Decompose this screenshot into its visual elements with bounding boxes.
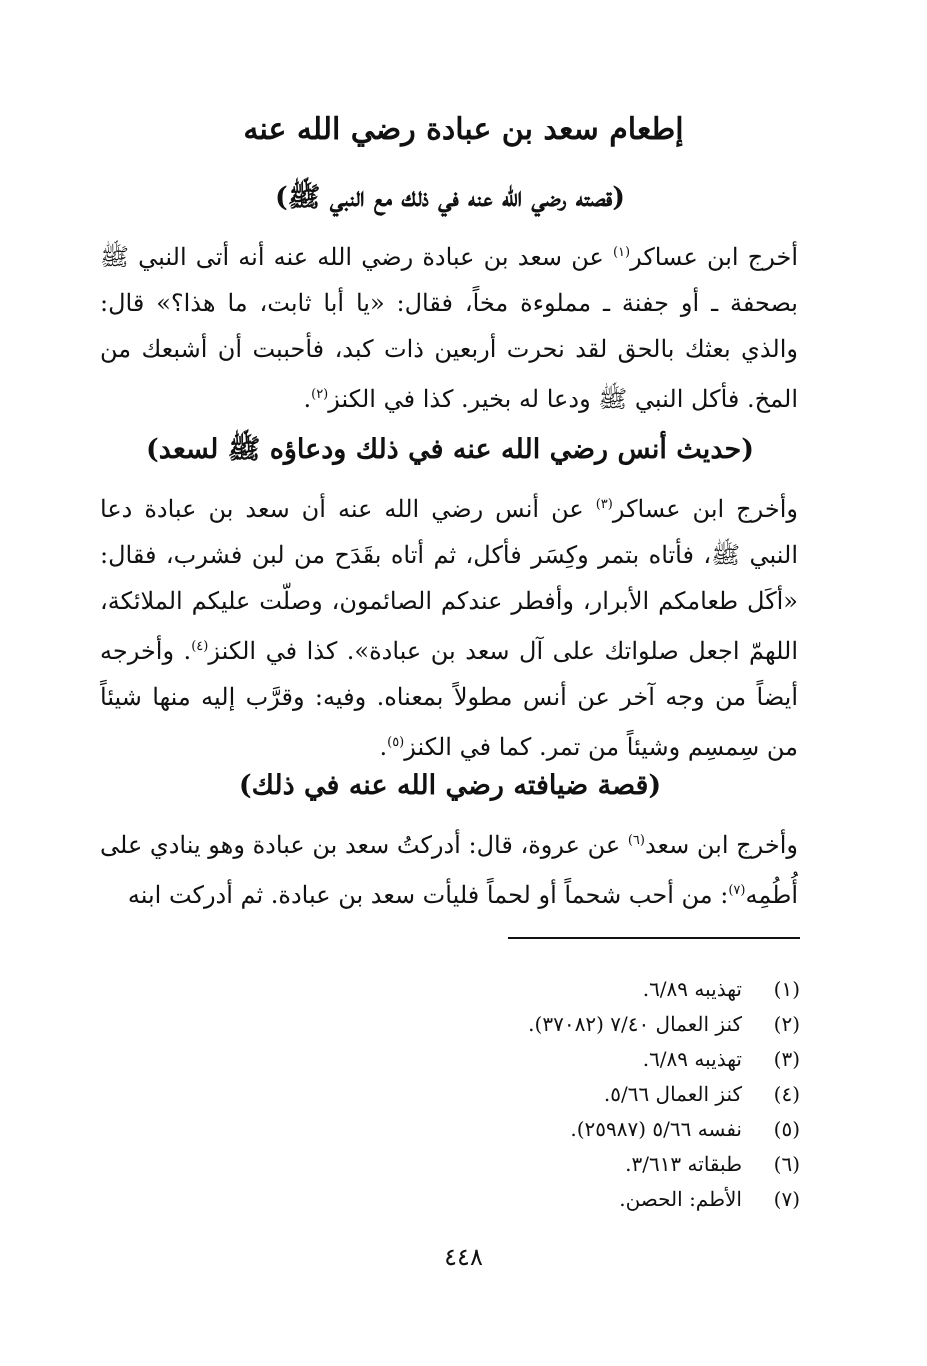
section-paragraph-2 xyxy=(100,482,798,770)
footnote-item xyxy=(100,1042,800,1077)
footnote-ref-4: (٤) xyxy=(191,639,209,654)
page-number: ٤٤٨ xyxy=(444,1243,483,1271)
footnote-item xyxy=(100,1077,800,1112)
paragraph-text: أخرج ابن عساكر xyxy=(630,243,798,271)
page-title: إطعام سعد بن عبادة رضي الله عنه xyxy=(243,112,684,147)
footnote-item xyxy=(100,972,800,1007)
footnote-number: (٥) xyxy=(773,1117,800,1141)
paragraph-text: عن أنس رضي الله عنه أن سعد بن عبادة دعا النبي ﷺ، فأتاه بتمر وكِسَر فأكل، ثم أتاه بقَدَح من لبن فشرب، فقال: «أكَل طعامكم الأبرار، وأفطر عندكم الصائمون، وصلّت عليكم الملائكة، اللهمّ اجعل صلواتك على آل سعد بن عبادة». كذا في الكنز xyxy=(100,495,799,665)
footnote-ref-1: (١) xyxy=(612,245,631,260)
paragraph-text: : من أحب شحماً أو لحماً فليأت سعد بن عبادة. ثم أدركت ابنه xyxy=(127,881,729,909)
paragraph-text: . xyxy=(379,733,388,761)
section-heading-1: (قصته رضي الله عنه في ذلك مع النبي ﷺ) xyxy=(274,182,626,213)
footnote-text: الأطم: الحصن. xyxy=(619,1187,742,1211)
footnotes-list xyxy=(100,972,800,1217)
footnote-item xyxy=(100,1007,800,1042)
paragraph-text: . xyxy=(303,385,312,413)
footnote-number: (٤) xyxy=(773,1082,800,1106)
footnote-number: (٢) xyxy=(773,1012,800,1036)
footnote-text: تهذيبه ٦/٨٩. xyxy=(642,1047,742,1071)
footnote-text: كنز العمال ٧/٤٠ (٣٧٠٨٢). xyxy=(528,1012,742,1036)
paragraph-text: عن سعد بن عبادة رضي الله عنه أنه أتى النبي ﷺ بصحفة ـ أو جفنة ـ مملوءة مخاً، فقال: «يا أبا ثابت، ما هذا؟» قال: والذي بعثك بالحق لقد نحرت أربعين ذات كبد، فأحببت أن أشبعك من المخ. فأكل النبي ﷺ ودعا له بخير. كذا في الكنز xyxy=(100,243,798,413)
footnote-number: (٧) xyxy=(773,1187,800,1211)
section-heading-2: (حديث أنس رضي الله عنه في ذلك ودعاؤه ﷺ لسعد) xyxy=(146,434,754,465)
footnote-item xyxy=(100,1112,800,1147)
paragraph-text: وأخرج ابن عساكر xyxy=(612,495,798,523)
footnote-item xyxy=(100,1147,800,1182)
footnote-text: كنز العمال ٥/٦٦. xyxy=(603,1082,742,1106)
footnote-text: نفسه ٥/٦٦ (٢٥٩٨٧). xyxy=(570,1117,742,1141)
footnote-number: (١) xyxy=(773,977,800,1001)
section-paragraph-3 xyxy=(100,818,798,918)
footnote-ref-2: (٢) xyxy=(311,387,329,402)
footnote-number: (٦) xyxy=(773,1152,800,1176)
footnote-divider xyxy=(508,937,800,939)
footnote-item xyxy=(100,1182,800,1217)
footnote-ref-7: (٧) xyxy=(728,883,746,898)
footnote-text: تهذيبه ٦/٨٩. xyxy=(642,977,742,1001)
paragraph-text: عن عروة، قال: أدركتُ سعد بن عبادة وهو ينادي على أُطُمِه xyxy=(100,831,798,909)
footnote-text: طبقاته ٣/٦١٣. xyxy=(625,1152,742,1176)
section-paragraph-1 xyxy=(100,230,798,422)
section-heading-3: (قصة ضيافته رضي الله عنه في ذلك) xyxy=(238,770,662,801)
footnote-number: (٣) xyxy=(773,1047,800,1071)
footnote-ref-6: (٦) xyxy=(627,833,645,848)
paragraph-text: وأخرج ابن سعد xyxy=(644,831,798,859)
footnote-ref-5: (٥) xyxy=(387,735,405,750)
paragraph-text: . وأخرجه أيضاً من وجه آخر عن أنس مطولاً بمعناه. وفيه: وقرَّب إليه منها شيئاً من سِمسِم وشيئاً من تمر. كما في الكنز xyxy=(100,637,798,761)
footnote-ref-3: (٣) xyxy=(595,497,613,512)
